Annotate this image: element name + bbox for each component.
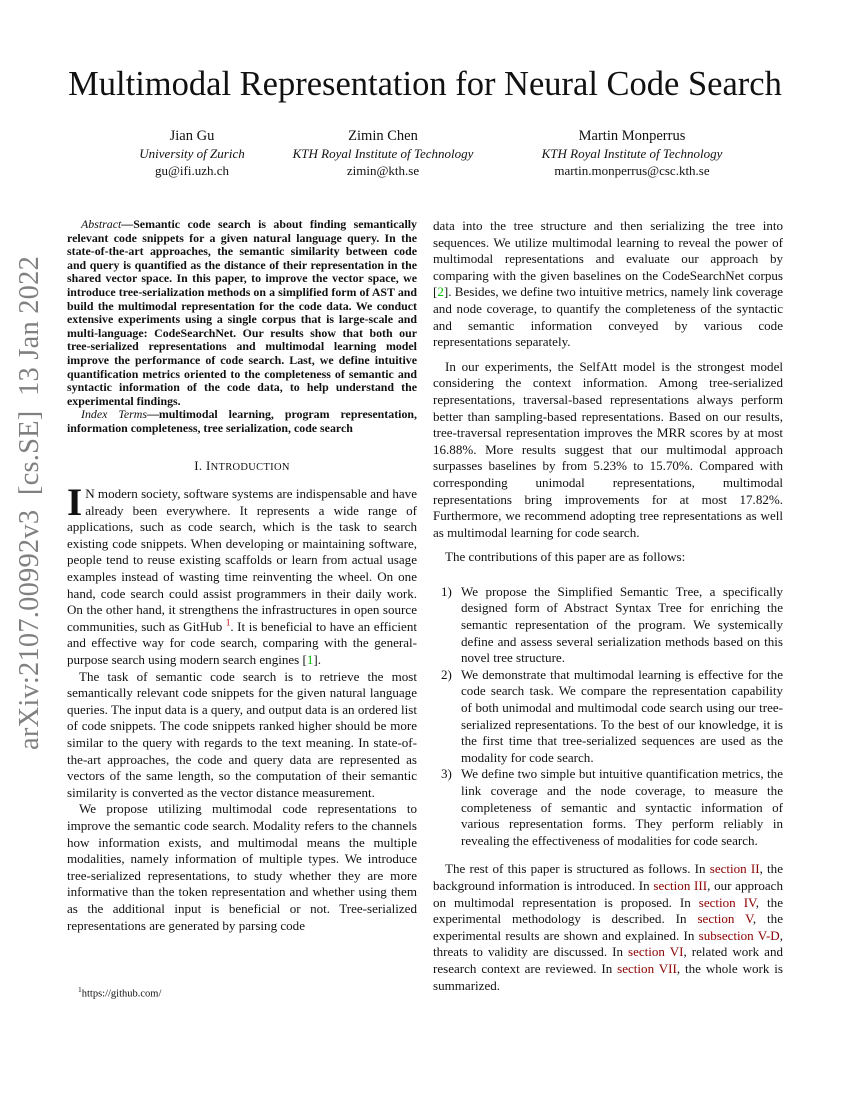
section-reference-link[interactable]: subsection V-D — [698, 927, 780, 943]
intro-paragraph-4: In our experiments, the SelfAtt model is the strongest model considering the context information. Among tree-serialized representations, traversal-based representations always perform better than sampling-based representations. Based on our results, tree-traversal representation improves the MRR scores by at most 16.88%. More results suggest that our multimodal approach surpasses baselines by from 5.23% to 15.70%. Compared with corresponding unimodal representations, multimodal representations bring improvements for at most 17.82%. Furthermore, we recommend adopting tree representations as well as multimodal learning for code search. — [433, 358, 783, 540]
paper-title: Multimodal Representation for Neural Code Search — [68, 65, 782, 103]
contribution-item — [441, 583, 783, 667]
intro-paragraph-2: The task of semantic code search is to retrieve the most semantically relevant code snippets for the given natural language queries. The input data is a query, and output data is an ordered list of code snippets. The code snippets ranked higher should be more similar to the query with regards to the text meaning. In state-of-the-art approaches, the code and query data are represented as vectors of the same length, so the computation of their semantic similarity is converted as the vector distance measurement. — [67, 668, 417, 800]
arxiv-identifier-stamp: arXiv:2107.00992v3 [cs.SE] 13 Jan 2022 — [14, 255, 45, 750]
author-affiliation: KTH Royal Institute of Technology — [541, 146, 723, 161]
citation-link[interactable]: 1 — [306, 652, 314, 668]
contributions-list — [433, 584, 783, 850]
intro-paragraph-3: We propose utilizing multimodal code representations to improve the semantic code search. Modality refers to the channels how information exists, and multimodal means the multiple modalities, namely information of multiple types. We introduce tree-serialized representations, to study whether they are more informative than the token representation and whether using them as the additional input is beneficial or not. Tree-serialized representations are generated by parsing code — [67, 801, 417, 933]
index-terms-text: —multimodal learning, program representation, information completeness, tree serialization, code search — [67, 407, 417, 435]
left-column — [67, 218, 417, 934]
index-terms — [67, 408, 417, 435]
author-2 — [253, 128, 513, 179]
index-terms-label: Index Terms — [81, 407, 147, 422]
contribution-number: 2) — [441, 666, 452, 682]
drop-cap: I — [67, 481, 83, 525]
author-email[interactable]: zimin@kth.se — [346, 163, 420, 178]
author-name: Zimin Chen — [348, 128, 418, 144]
abstract-label: Abstract — [81, 217, 122, 231]
contribution-text: We demonstrate that multimodal learning is effective for the code search task. We compare the representation capability of both unimodal and multimodal code search using our tree-serialized representations. To the best of our knowledge, it is the first time that tree-serialized sequences are used as the modality for code search. — [461, 666, 783, 765]
right-column — [433, 218, 783, 994]
contribution-number: 1) — [441, 583, 452, 599]
footnote-marker[interactable]: 1 — [225, 617, 231, 628]
author-email[interactable]: martin.monperrus@csc.kth.se — [554, 163, 710, 178]
contribution-item — [441, 766, 783, 849]
author-affiliation: KTH Royal Institute of Technology — [292, 146, 474, 161]
section-reference-link[interactable]: section II — [709, 861, 760, 877]
intro-paragraph-5: The contributions of this paper are as follows: — [445, 549, 686, 565]
contribution-item — [441, 666, 783, 767]
author-3 — [502, 128, 762, 179]
section-reference-link[interactable]: section III — [653, 877, 708, 893]
section-reference-link[interactable]: section VI — [628, 944, 684, 960]
intro-paragraph-6: The rest of this paper is structured as follows. In section II, the background information is introduced. In section III, our approach on multimodal representation is proposed. In section IV, the experimental methodology is described. In section V, the experimental results are shown and explained. In subsection V-D, threats to validity are discussed. In section VI, related work and research context are reviewed. In section VII, the whole work is summarized. — [433, 861, 783, 993]
section-reference-link[interactable]: section IV — [698, 894, 756, 910]
author-email[interactable]: gu@ifi.uzh.ch — [154, 163, 230, 178]
intro-paragraph-1: I N modern society, software systems are indispensable and have already been everywhere. It represents a wide range of applications, such as code search, which is the task to search existing code snippets. When developing or maintaining software, people tend to reuse existing scaffolds or learn from actual usage examples instead of wasting time reinventing the wheel. On one hand, code search could assist programmers in their daily work. On the other hand, it strengthens the infrastructures in open source communities, such as GitHub $^1$. It is beneficial to have an efficient and effective way for code search, comparing with the general-purpose search using modern search engines [1]. — [67, 481, 417, 668]
contribution-text: We propose the Simplified Semantic Tree, a specifically designed form of Abstract Syntax Tree for enriching the semantic representation of the program. We systemically define and assess several serialization methods based on this novel tree structure. — [461, 583, 783, 666]
section-reference-link[interactable]: section V — [697, 911, 753, 927]
abstract — [67, 218, 417, 408]
author-name: Martin Monperrus — [578, 128, 686, 144]
author-name: Jian Gu — [169, 128, 215, 144]
footnote-number: 1 — [78, 985, 82, 994]
author-affiliation: University of Zurich — [139, 146, 245, 161]
intro-paragraph-3-continued: data into the tree structure and then serializing the tree into sequences. We utilize multimodal learning to reveal the power of multimodal representations and evaluate our approach by comparing with the given baselines on the CodeSearchNet corpus [2]. Besides, we define two intuitive metrics, namely link coverage and node coverage, to quantify the completeness of the syntactic and semantic information conveyed by various code representations separately. — [433, 218, 784, 350]
footnote-url[interactable]: https://github.com/ — [81, 988, 162, 1000]
abstract-text: —Semantic code search is about finding semantically relevant code snippets for a given natural language query. In the state-of-the-art approaches, the semantic similarity between code and query is quantified as the distance of their representation in the shared vector space. In this paper, to improve the vector space, we introduce tree-serialization methods on a simplified form of AST and build the multimodal representation for the code data. We conduct extensive experiments using a single corpus that is large-scale and multi-language: CodeSearchNet. Our results show that both our tree-serialized representations and multimodal learning model improve the performance of code search. Last, we define intuitive quantification metrics oriented to the completeness of semantic and syntactic information of the code data, to help understand the experimental findings. — [67, 217, 417, 408]
section-reference-link[interactable]: section VII — [617, 960, 677, 976]
section-heading-introduction: I. INTRODUCTION — [194, 457, 290, 473]
footnote — [78, 985, 161, 1000]
contribution-number: 3) — [441, 766, 452, 782]
contribution-text: We define two simple but intuitive quantification metrics, the link coverage and the node coverage, to measure the completeness of semantic and syntactic information of various representation forms. They perform reliably in revealing the effectiveness of modalities for code search. — [461, 766, 783, 848]
citation-link[interactable]: 2 — [437, 284, 444, 300]
